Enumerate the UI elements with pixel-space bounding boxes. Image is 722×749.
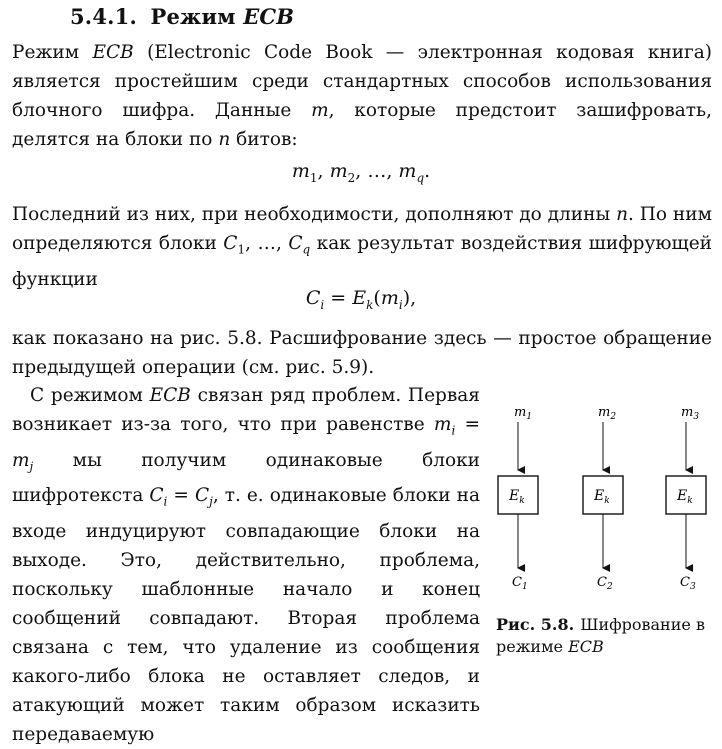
section-heading (70, 4, 294, 29)
caption-label: Рис. 5.8. (496, 615, 575, 634)
caption-mode: ECB (568, 637, 604, 656)
math-sep: = (167, 485, 195, 507)
text-run: , которые предстоит зашифровать, делятся на блоки по (12, 100, 712, 150)
input-label-m1: $m_1$ (514, 405, 533, 422)
math-var: m (12, 449, 30, 471)
math-var: C (305, 287, 321, 309)
paragraph-intro (12, 38, 712, 154)
formula-encryption (0, 287, 722, 312)
math-sub: j (209, 495, 213, 510)
math-sep: ), (402, 287, 417, 309)
mode-name: ECB (149, 385, 191, 406)
math-sub: 1 (309, 170, 318, 185)
math-sub: q (416, 170, 425, 185)
math-sub: i (451, 423, 456, 438)
math-sub: 2 (347, 170, 356, 185)
math-sub: 1 (237, 242, 246, 257)
input-label-m3: $m_3$ (681, 405, 700, 422)
math-sep: , …, (355, 160, 399, 182)
math-sub: k (366, 297, 374, 312)
math-var: m (433, 414, 452, 435)
paragraph-problems (12, 381, 480, 749)
math-var: m (380, 287, 399, 309)
box-label-2: $E_k$ (594, 488, 610, 506)
math-sub: i (320, 297, 325, 312)
math-sep: ( (373, 287, 381, 309)
text-run: мы получим одинаковые блоки шифротекста (12, 449, 480, 507)
section-title-mode: ECB (243, 4, 295, 29)
text-run: . По ним определяются блоки (12, 204, 712, 254)
math-var: C (194, 485, 210, 507)
math-sub: i (163, 495, 168, 510)
text-run: С режимом (30, 385, 150, 406)
output-label-c1: $C_1$ (512, 575, 528, 592)
text-run: (Electronic Code Book — электронная кодовая книга) является простейшим среди стандартных способов использования блочного шифра. Данные (12, 42, 712, 121)
text-run: связан ряд проблем. Первая возникает из-за того, что при равенстве (12, 385, 480, 435)
mode-name: ECB (92, 42, 134, 63)
section-number: 5.4.1. (70, 4, 137, 29)
math-var: n (616, 204, 628, 225)
paragraph-decryption (12, 324, 712, 382)
math-var: m (329, 160, 348, 182)
text-run: , т. е. одинаковые блоки на входе индуцируют совпадающие блоки на выходе. Это, действительно, проблема, поскольку шаблонные начало и конец сообщений совпадают. Вторая проблема связана с тем, что удаление из сообщения какого-либо блока не оставляет следов, и атакующий может таким образом исказить передаваемую (12, 485, 481, 746)
math-var: C (149, 485, 164, 507)
figure-caption (496, 614, 716, 658)
math-sub: j (29, 459, 34, 474)
text-run: , …, (245, 233, 289, 254)
paragraph-blocks (12, 200, 712, 294)
math-sep: = (324, 287, 353, 309)
math-sep: = (455, 414, 480, 435)
text-run: Режим (12, 42, 93, 63)
ecb-diagram (492, 400, 714, 610)
box-label-3: $E_k$ (677, 488, 693, 506)
math-sub: q (302, 242, 311, 257)
text-run: как показано на рис. 5.8. Расшифрование здесь — простое обращение предыдущей операции (см. рис. 5.9). (12, 328, 712, 378)
math-var: n (218, 129, 231, 150)
math-var: C (223, 233, 238, 254)
math-sep: , (317, 160, 330, 182)
box-label-1: $E_k$ (509, 488, 525, 506)
input-label-m2: $m_2$ (598, 405, 617, 422)
math-sep: . (424, 160, 431, 182)
math-var: m (398, 160, 417, 182)
math-var: m (311, 100, 329, 121)
text-run: битов: (230, 129, 298, 150)
math-sub: i (398, 297, 403, 312)
output-label-c3: $C_3$ (680, 575, 696, 592)
math-var: m (291, 160, 310, 182)
section-title-word: Режим (150, 4, 236, 29)
formula-message-blocks (0, 160, 722, 185)
math-var: E (352, 287, 367, 309)
output-label-c2: $C_2$ (597, 575, 613, 592)
text-run: Последний из них, при необходимости, дополняют до длины (12, 204, 617, 225)
math-var: C (288, 233, 303, 254)
caption-text: Шифрование в режиме (496, 615, 705, 656)
text-run: как результат воздействия шифрующей функции (12, 233, 712, 290)
